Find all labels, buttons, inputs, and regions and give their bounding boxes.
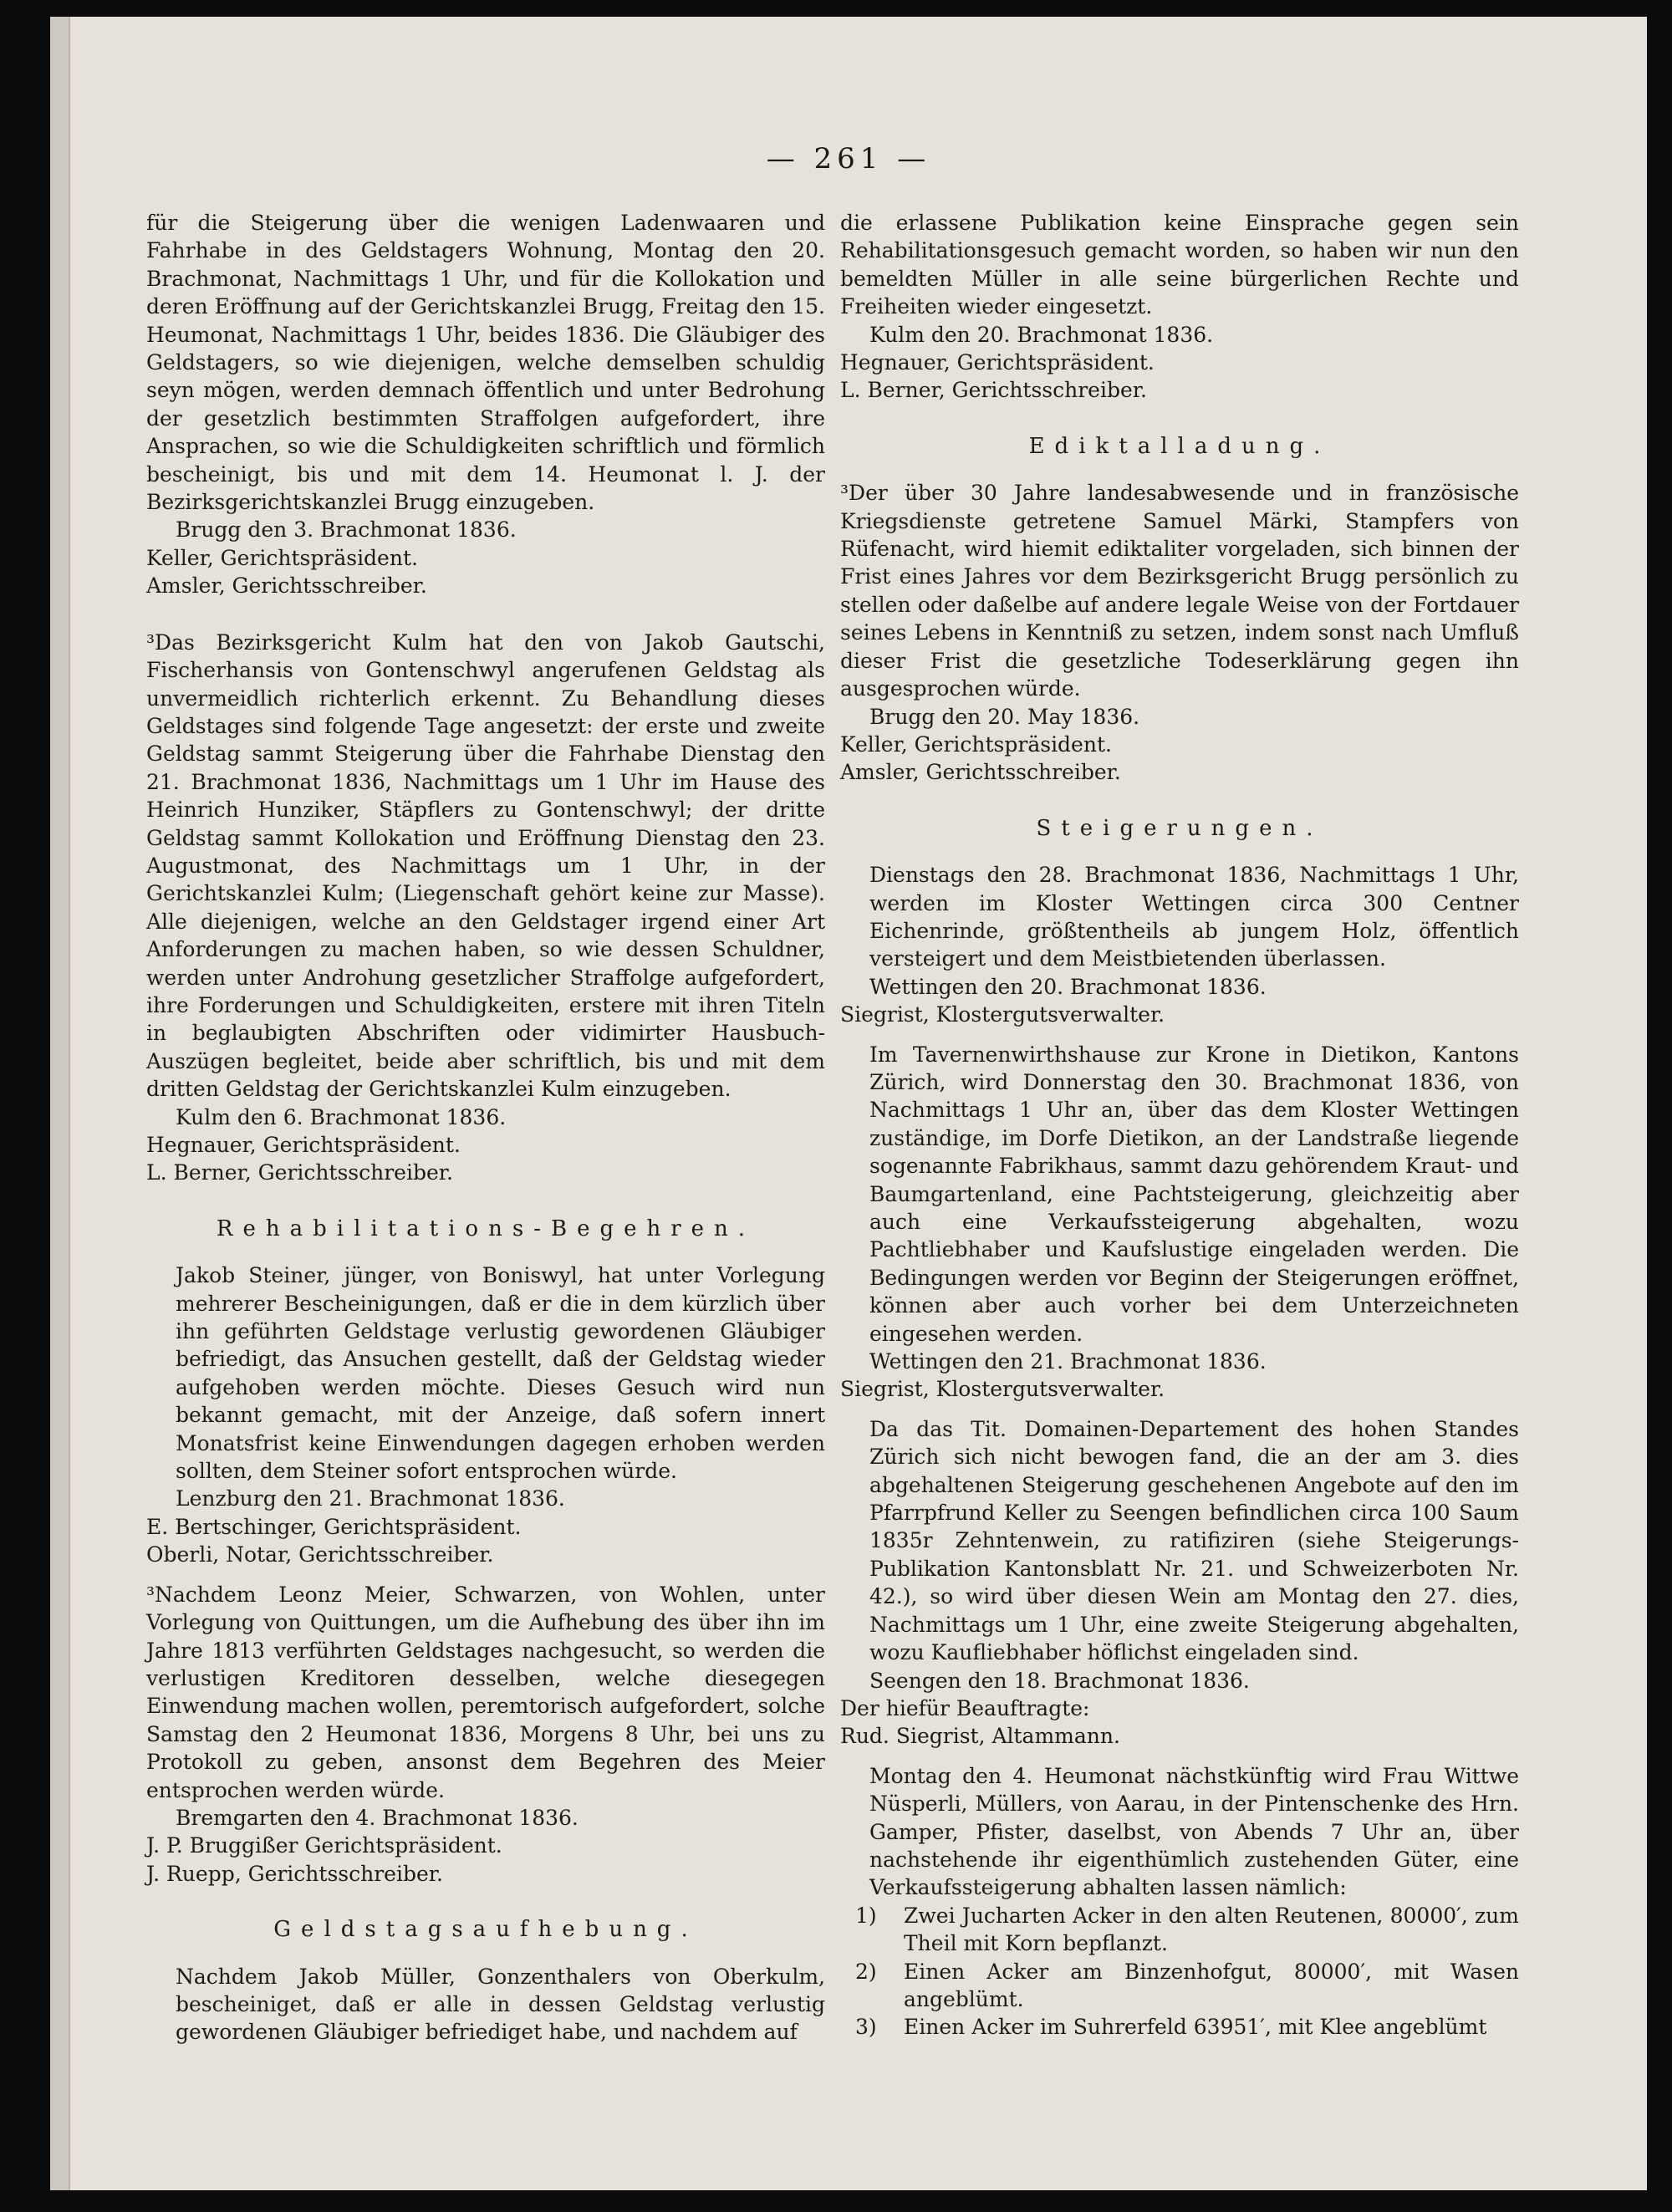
page-gutter bbox=[50, 17, 70, 2190]
notice-kulm-geldstag: ³Das Bezirksgericht Kulm hat den von Jakob Gautschi, Fischerhansis von Gontenschwyl angerufenen Geldstag als unvermeidlich richterlich erkennt. Zu Behandlung dieses Geldstages sind folgende Tage angesetzt: der erste und zweite Geldstag sammt Steigerung über die Fahrhabe Dienstag den 21. Brachmonat 1836, Nachmittags um 1 Uhr im Hause des Heinrich Hunziker, Stäpflers zu Gontenschwyl; der dritte Geldstag sammt Kollokation und Eröffnung Dienstag den 23. Augustmonat, des Nachmittags um 1 Uhr, in der Gerichtskanzlei Kulm; (Liegenschaft gehört keine zur Masse). Alle diejenigen, welche an den Geldstager irgend einer Art Anforderungen zu machen haben, so wie dessen Schuldner, werden unter Androhung gesetzlicher Straffolge aufgefordert, ihre Forderungen und Schuldigkeiten, erstere mit ihren Titeln in beglaubigten Abschriften oder vidimirter Hausbuch-Auszügen begleitet, beide aber schriftlich, bis und mit dem dritten Geldstag der Gerichtskanzlei Kulm einzugeben. bbox=[146, 629, 825, 1102]
signature: Siegrist, Klostergutsverwalter. bbox=[840, 1002, 1165, 1027]
place-date: Kulm den 6. Brachmonat 1836. bbox=[176, 1104, 507, 1129]
signature: J. P. Bruggißer Gerichtspräsident. bbox=[146, 1833, 502, 1858]
place-date: Bremgarten den 4. Brachmonat 1836. bbox=[176, 1805, 579, 1830]
list-text: Einen Acker im Suhrerfeld 63951′, mit Klee angeblümt bbox=[904, 2015, 1487, 2040]
signature: J. Ruepp, Gerichtsschreiber. bbox=[146, 1861, 443, 1886]
signature: Amsler, Gerichtsschreiber. bbox=[146, 573, 427, 599]
notice-steiner: Jakob Steiner, jünger, von Boniswyl, hat unter Vorlegung mehrerer Bescheinigungen, daß er die in dem kürzlich über ihn geführten Geldstage verlustig gewordenen Gläubiger befriedigt, das Ansuchen gestellt, daß der Geldstag wieder aufgehoben werden möchte. Dieses Gesuch wird nun bekannt gemacht, mit der Anzeige, daß sofern innert Monatsfrist keine Einwendungen dagegen erhoben werden sollten, dem Steiner sofort entsprochen würde. bbox=[176, 1263, 825, 1484]
newspaper-page bbox=[50, 17, 1647, 2190]
signature: Keller, Gerichtspräsident. bbox=[840, 731, 1112, 757]
place-date: Wettingen den 21. Brachmonat 1836. bbox=[869, 1349, 1267, 1374]
place-date: Kulm den 20. Brachmonat 1836. bbox=[869, 322, 1214, 347]
notice-zehntenwein: Da das Tit. Domainen-Departement des hohen Standes Zürich sich nicht bewogen fand, die an der am 3. dies abgehaltenen Steigerung geschehenen Angebote auf den im Pfarrpfrund Keller zu Seengen befindlichen circa 100 Saum 1835r Zehntenwein, zu ratifiziren (siehe Steigerungs-Publikation Kantonsblatt Nr. 21. und Schweizerboten Nr. 42.), so wird über diesen Wein am Montag den 27. dies, Nachmittags um 1 Uhr, eine zweite Steigerung abgehalten, wozu Kaufliebhaber höflichst eingeladen sind. bbox=[869, 1416, 1519, 1665]
list-text: Zwei Jucharten Acker in den alten Reutenen, 80000′, zum Theil mit Korn bepflanzt. bbox=[904, 1903, 1519, 1956]
list-item bbox=[840, 2013, 1519, 2041]
section-heading-steigerungen: Steigerungen. bbox=[1036, 815, 1323, 841]
right-column bbox=[840, 209, 1519, 2041]
signature: Hegnauer, Gerichtspräsident. bbox=[840, 350, 1155, 375]
section-heading-ediktalladung: Ediktalladung. bbox=[1028, 433, 1331, 459]
signature: Siegrist, Klostergutsverwalter. bbox=[840, 1377, 1165, 1402]
notice-eichenrinde: Dienstags den 28. Brachmonat 1836, Nachmittags 1 Uhr, werden im Kloster Wettingen circa 300 Centner Eichenrinde, größtentheils ab jungem Holz, öffentlich versteigert und dem Meistbietenden überlassen. bbox=[869, 863, 1519, 971]
list-item bbox=[840, 1958, 1519, 2014]
left-column bbox=[146, 209, 825, 2046]
notice-mueller: Nachdem Jakob Müller, Gonzenthalers von Oberkulm, bescheiniget, daß er alle in dessen Geldstag verlustig gewordenen Gläubiger befriediget habe, und nachdem auf bbox=[176, 1964, 825, 2045]
list-number: 2) bbox=[855, 1959, 877, 1984]
notice-dietikon: Im Tavernenwirthshause zur Krone in Dietikon, Kantons Zürich, wird Donnerstag den 30. Brachmonat 1836, von Nachmittags 1 Uhr an, über das dem Kloster Wettingen zuständige, im Dorfe Dietikon, an der Landstraße liegende sogenannte Fabrikhaus, sammt dazu gehörendem Kraut- und Baumgartenland, eine Pachtsteigerung, gleichzeitig aber auch eine Verkaufssteigerung abgehalten, wozu Pachtliebhaber und Kaufslustige eingeladen werden. Die Bedingungen werden vor Beginn der Steigerungen eröffnet, können aber auch vorher bei dem Unterzeichneten eingesehen werden. bbox=[869, 1042, 1519, 1346]
list-text: Einen Acker am Binzenhofgut, 80000′, mit Wasen angeblümt. bbox=[904, 1959, 1519, 2011]
place-date: Brugg den 3. Brachmonat 1836. bbox=[176, 517, 517, 543]
list-number: 3) bbox=[855, 2015, 877, 2040]
signature: L. Berner, Gerichtsschreiber. bbox=[146, 1160, 453, 1185]
place-date: Lenzburg den 21. Brachmonat 1836. bbox=[176, 1486, 565, 1511]
signature: Der hiefür Beauftragte: bbox=[840, 1695, 1090, 1720]
notice-brugg-geldstag: für die Steigerung über die wenigen Ladenwaaren und Fahrhabe in des Geldstagers Wohnung, Montag den 20. Brachmonat, Nachmittags 1 Uhr, und für die Kollokation und deren Eröffnung auf der Gerichtskanzlei Brugg, Freitag den 15. Heumonat, Nachmittags 1 Uhr, beides 1836. Die Gläubiger des Geldstagers, so wie diejenigen, welche demselben schuldig seyn mögen, werden demnach öffentlich und unter Bedrohung der gesetzlich bestimmten Straffolgen aufgefordert, ihre Ansprachen, so wie die Schuldigkeiten schriftlich und förmlich bescheinigt, bis und mit dem 14. Heumonat l. J. der Bezirksgerichtskanzlei Brugg einzugeben. bbox=[146, 211, 825, 515]
page-number: — 261 — bbox=[766, 142, 931, 176]
signature: Keller, Gerichtspräsident. bbox=[146, 545, 418, 570]
place-date: Brugg den 20. May 1836. bbox=[869, 704, 1140, 729]
signature: E. Bertschinger, Gerichtspräsident. bbox=[146, 1514, 522, 1539]
section-heading-geldstagsaufhebung: Geldstagsaufhebung. bbox=[273, 1917, 698, 1943]
notice-maerki: ³Der über 30 Jahre landesabwesende und in französische Kriegsdienste getretene Samuel Märki, Stampfers von Rüfenacht, wird hiemit ediktaliter vorgeladen, sich binnen der Frist eines Jahres vor dem Bezirksgericht Brugg persönlich zu stellen oder daßelbe auf andere legale Weise von der Fortdauer seines Lebens in Kenntniß zu setzen, indem sonst nach Umfluß dieser Frist die gesetzliche Todeserklärung gegen ihn ausgesprochen würde. bbox=[840, 481, 1519, 701]
signature: L. Berner, Gerichtsschreiber. bbox=[840, 378, 1147, 403]
notice-mueller-cont: die erlassene Publikation keine Einsprache gegen sein Rehabilitationsgesuch gemacht worden, so haben wir nun den bemeldten Müller in alle seine bürgerlichen Rechte und Freiheiten wieder eingesetzt. bbox=[840, 211, 1519, 319]
notice-nuesperli: Montag den 4. Heumonat nächstkünftig wird Frau Wittwe Nüsperli, Müllers, von Aarau, in der Pintenschenke des Hrn. Gamper, Pfister, daselbst, von Abends 7 Uhr an, über nachstehende ihr eigenthümlich zustehenden Güter, eine Verkaufssteigerung abhalten lassen nämlich: bbox=[869, 1763, 1519, 1900]
signature: Rud. Siegrist, Altammann. bbox=[840, 1724, 1120, 1749]
signature: Hegnauer, Gerichtspräsident. bbox=[146, 1133, 461, 1157]
place-date: Seengen den 18. Brachmonat 1836. bbox=[869, 1668, 1250, 1693]
list-number: 1) bbox=[855, 1903, 877, 1928]
place-date: Wettingen den 20. Brachmonat 1836. bbox=[869, 974, 1267, 999]
signature: Amsler, Gerichtsschreiber. bbox=[840, 760, 1121, 785]
notice-meier: ³Nachdem Leonz Meier, Schwarzen, von Wohlen, unter Vorlegung von Quittungen, um die Aufhebung des über ihn im Jahre 1813 verführten Geldstages nachgesucht, so werden die verlustigen Kreditoren desselben, welche diesegegen Einwendung machen wollen, peremtorisch aufgefordert, solche Samstag den 2 Heumonat 1836, Morgens 8 Uhr, bei uns zu Protokoll zu geben, ansonst dem Begehren des Meier entsprochen werden würde. bbox=[146, 1582, 825, 1802]
list-item bbox=[840, 1902, 1519, 1958]
section-heading-rehabilitation: Rehabilitations-Begehren. bbox=[216, 1216, 756, 1241]
signature: Oberli, Notar, Gerichtsschreiber. bbox=[146, 1542, 494, 1567]
